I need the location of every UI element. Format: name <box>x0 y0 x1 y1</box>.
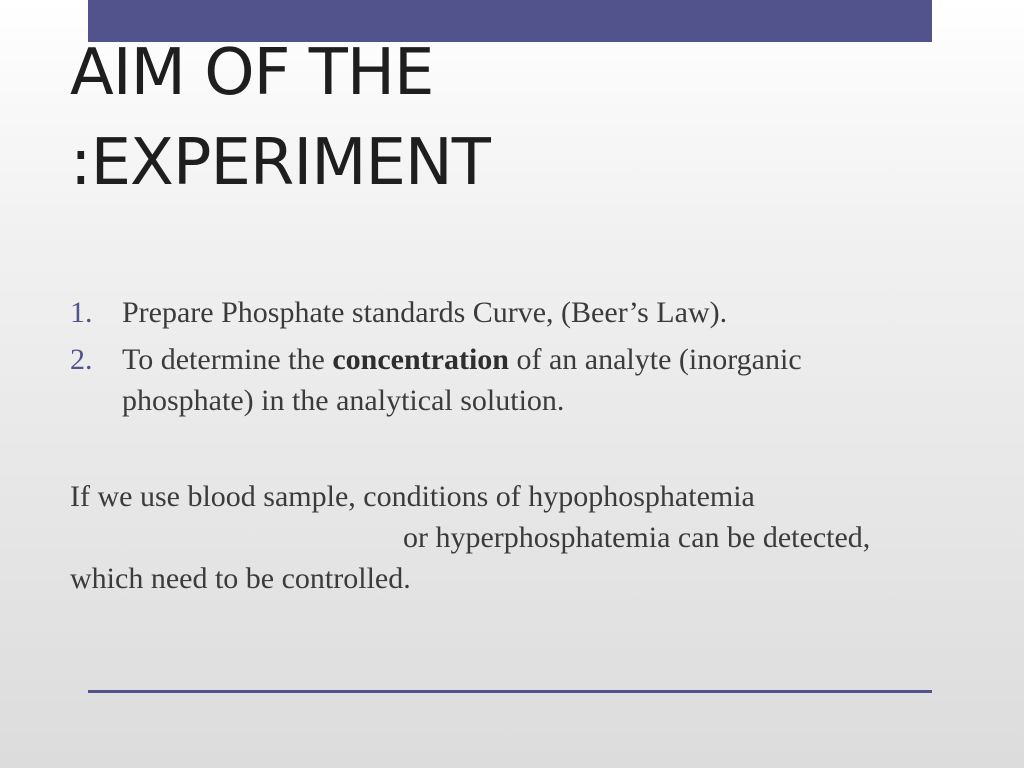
title-line-2: :EXPERIMENT <box>70 126 490 200</box>
aim-list <box>70 292 930 427</box>
list-item-text-before: To determine the <box>122 343 333 376</box>
paragraph-line-2: or hyperphosphatemia can be detected, <box>403 521 871 554</box>
list-item-bold-text: concentration <box>332 343 509 376</box>
slide-title <box>70 28 490 208</box>
list-item-text: Prepare Phosphate standards Curve, (Beer’s Law). <box>122 296 728 329</box>
list-item-text-after: of an analyte (inorganic phosphate) in the analytical solution. <box>122 343 802 417</box>
bottom-divider <box>88 690 932 693</box>
list-item <box>70 339 930 421</box>
list-number: 2. <box>70 343 93 376</box>
paragraph-line-1: If we use blood sample, conditions of hypophosphatemia <box>70 480 755 513</box>
context-paragraph <box>70 476 950 599</box>
list-number: 1. <box>70 296 93 329</box>
list-item <box>70 292 930 333</box>
paragraph-line-3: which need to be controlled. <box>70 562 411 595</box>
title-line-1: AIM OF THE <box>70 36 434 110</box>
